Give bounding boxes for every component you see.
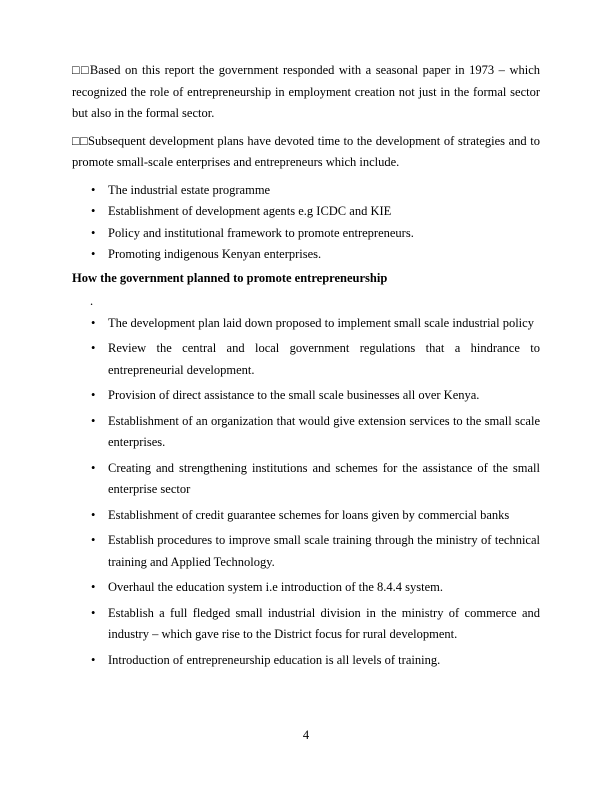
bullet-list-strategies	[72, 180, 540, 266]
section-heading: How the government planned to promote entrepreneurship	[72, 270, 388, 285]
list-item: • Creating and strengthening institutions and schemes for the assistance of the small enterprise sector	[72, 458, 540, 501]
bullet-list-plan-continued	[72, 458, 540, 672]
paragraph-development-plans: □□Subsequent development plans have devoted time to the development of strategies and to promote small-scale enterprises and entrepreneurs which include.	[72, 133, 540, 169]
list-item: • Policy and institutional framework to promote entrepreneurs.	[72, 223, 540, 245]
stray-period: .	[90, 294, 94, 308]
list-item: • Promoting indigenous Kenyan enterprises.	[72, 244, 540, 266]
list-item: • Establish a full fledged small industrial division in the ministry of commerce and industry – which gave rise to the District focus for rural development.	[72, 603, 540, 646]
list-item: • Establishment of an organization that would give extension services to the small scale enterprises.	[72, 411, 540, 454]
list-item: • The development plan laid down proposed to implement small scale industrial policy	[72, 313, 540, 335]
list-item: • Overhaul the education system i.e introduction of the 8.4.4 system.	[72, 577, 540, 599]
list-item: • Provision of direct assistance to the small scale businesses all over Kenya.	[72, 385, 540, 407]
page-number: 4	[302, 727, 310, 742]
bullet-list-plan	[72, 313, 540, 454]
list-item: • Introduction of entrepreneurship education is all levels of training.	[72, 650, 540, 672]
list-item: • Establishment of development agents e.g ICDC and KIE	[72, 201, 540, 223]
list-item: • Establish procedures to improve small scale training through the ministry of technical training and Applied Technology.	[72, 530, 540, 573]
paragraph-seasonal-paper: □□Based on this report the government responded with a seasonal paper in 1973 – which recognized the role of entrepreneurship in employment creation not just in the formal sector but also in the formal sector.	[72, 63, 540, 120]
list-item: • Establishment of credit guarantee schemes for loans given by commercial banks	[72, 505, 540, 527]
list-item: • The industrial estate programme	[72, 180, 540, 202]
list-item: • Review the central and local government regulations that a hindrance to entrepreneurial development.	[72, 338, 540, 381]
